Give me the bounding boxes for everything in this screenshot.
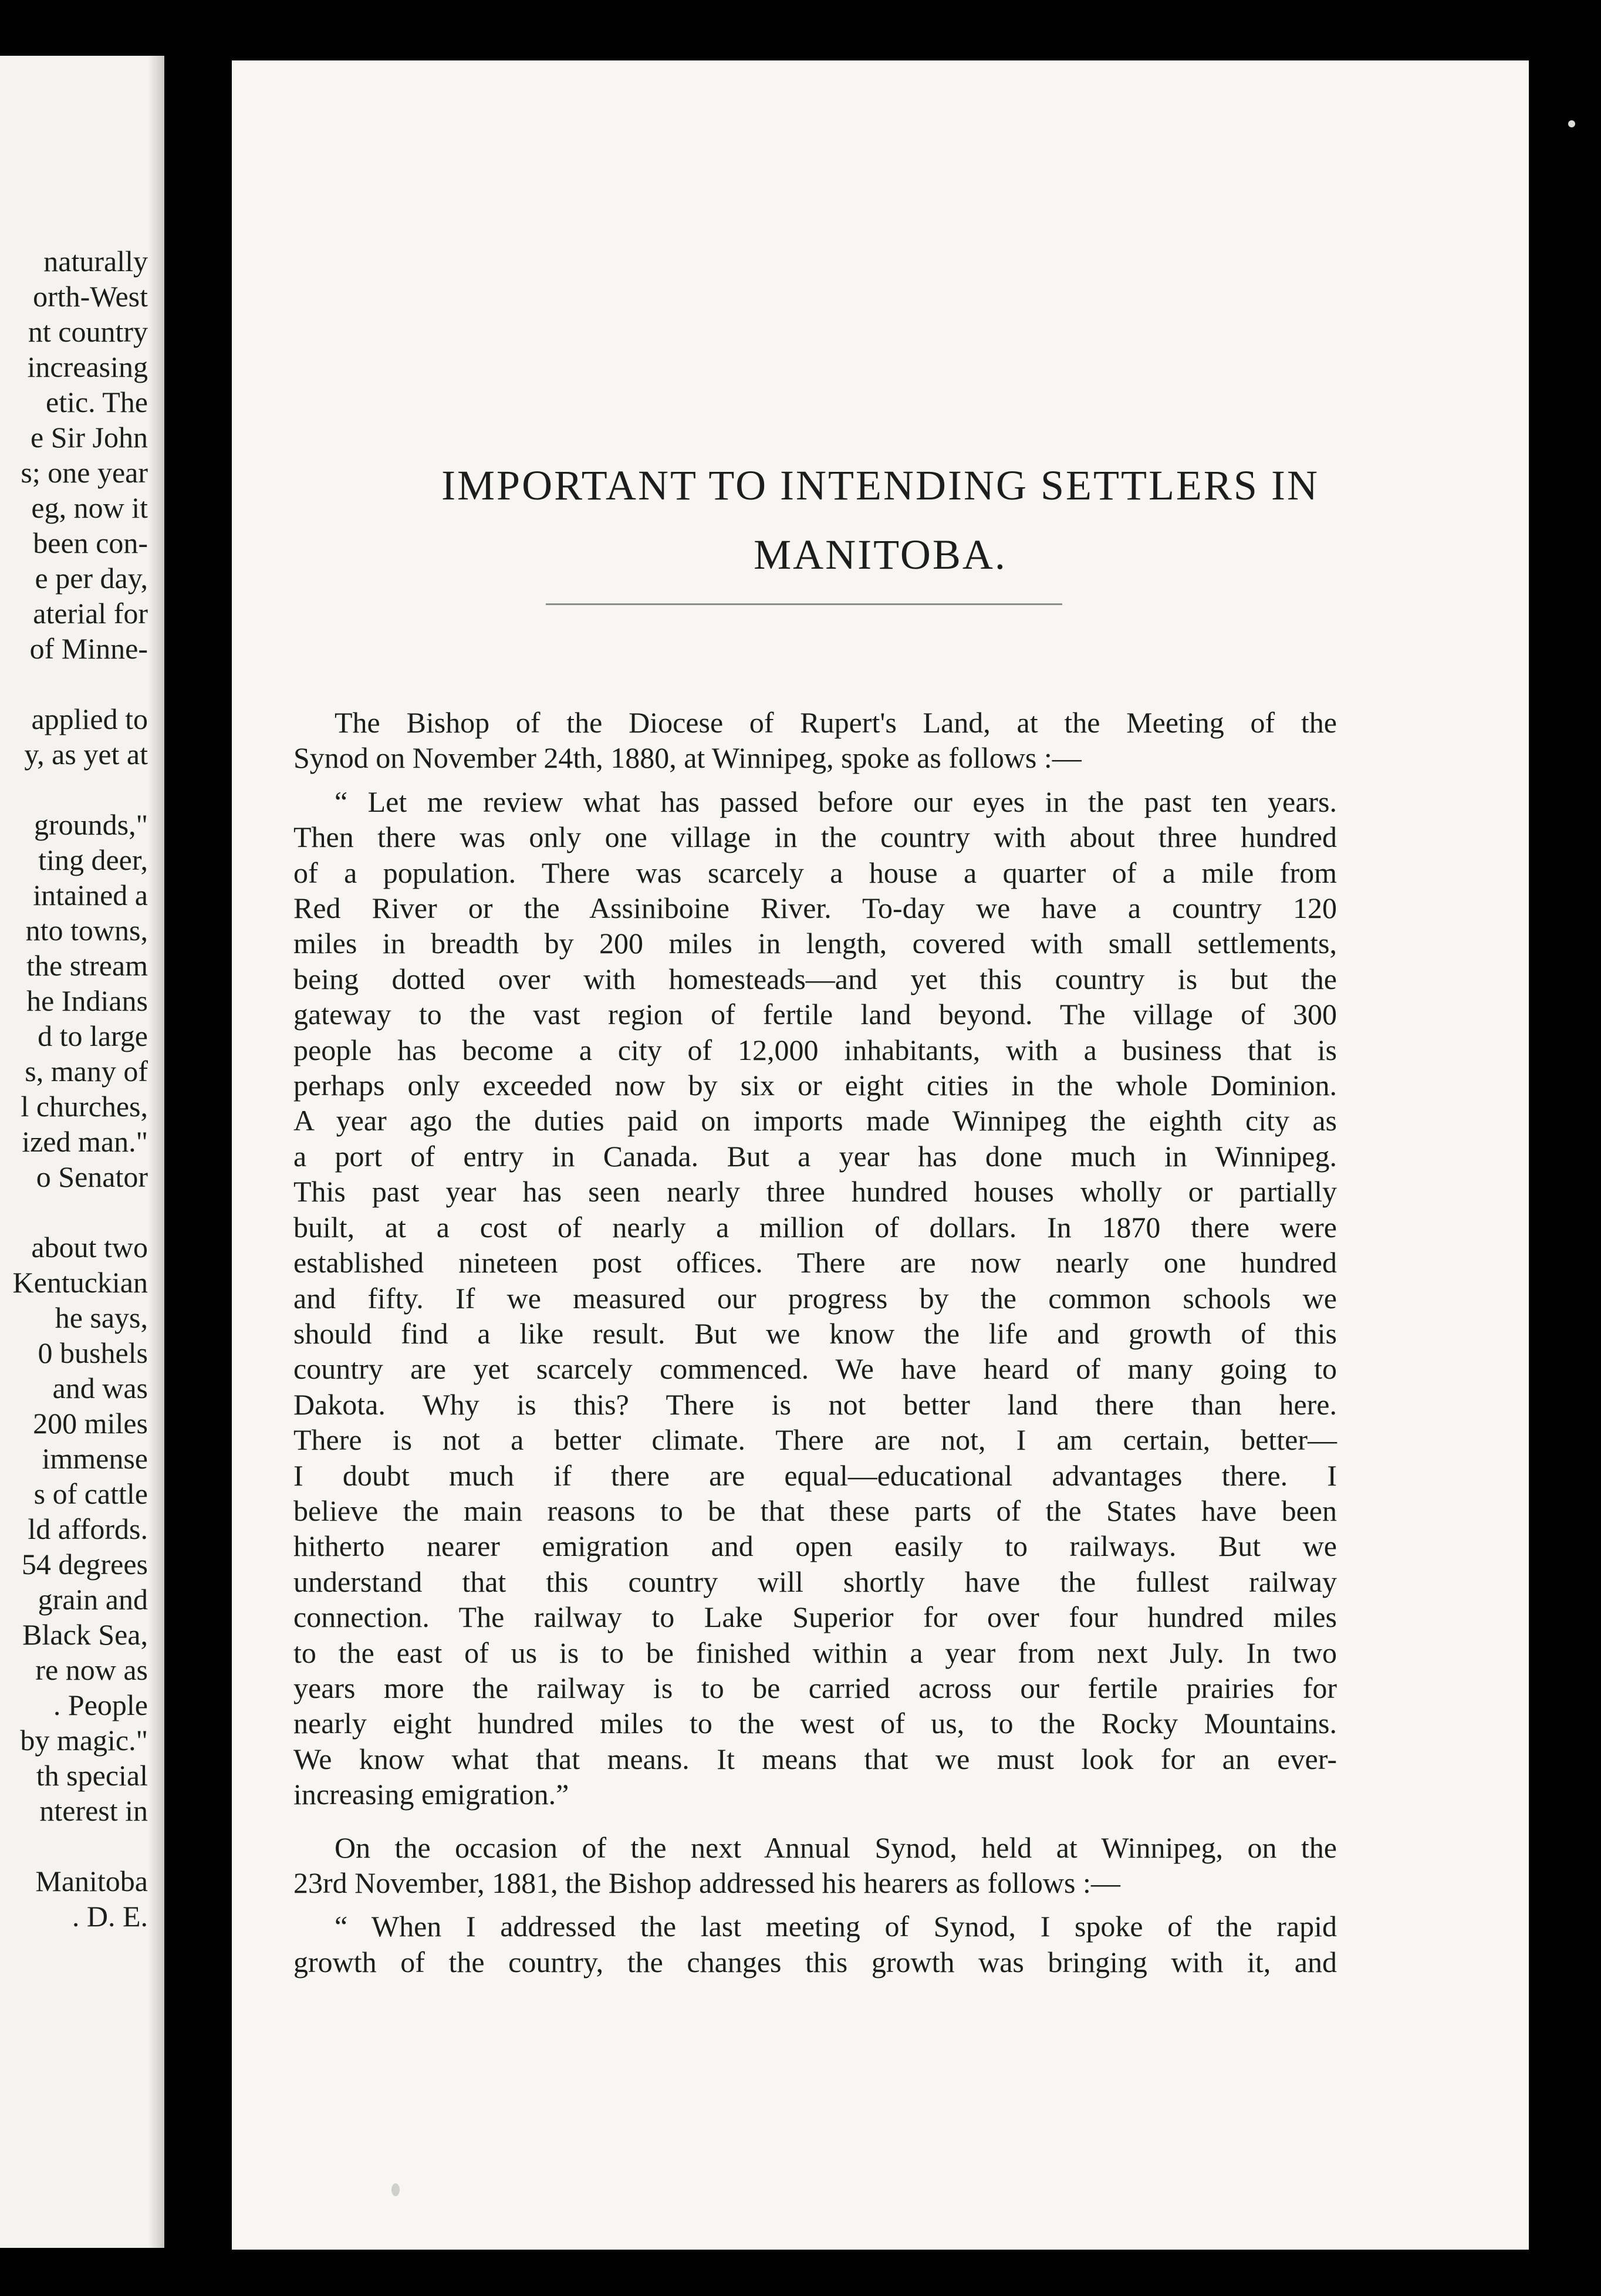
title-divider	[546, 603, 1062, 605]
scan-speck	[1568, 120, 1575, 127]
previous-page-line: o Senator	[36, 1160, 148, 1193]
document-page	[232, 60, 1529, 2250]
previous-page-line: by magic."	[20, 1724, 148, 1757]
previous-page-line: s, many of	[25, 1055, 148, 1088]
text-line: perhaps only exceeded now by six or eight cities in the whole Dominion.	[293, 1069, 1337, 1102]
synod-1881-paragraph	[293, 1830, 1337, 1901]
text-line: connection. The railway to Lake Superior for over four hundred miles	[293, 1601, 1337, 1634]
previous-page-line: intained a	[33, 879, 148, 911]
previous-page-line: re now as	[35, 1653, 148, 1686]
text-line: We know what that means. It means that we must look for an ever-	[293, 1742, 1337, 1775]
text-line: gateway to the vast region of fertile land beyond. The village of 300	[293, 998, 1337, 1031]
previous-page-line: he Indians	[26, 984, 148, 1017]
text-line: believe the main reasons to be that these parts of the States have been	[293, 1494, 1337, 1527]
text-line: On the occasion of the next Annual Synod, held at Winnipeg, on the	[335, 1831, 1337, 1864]
text-line: 23rd November, 1881, the Bishop addressed his hearers as follows :—	[293, 1866, 1120, 1899]
text-line: country are yet scarcely commenced. We have heard of many going to	[293, 1352, 1337, 1386]
text-line: hitherto nearer emigration and open easily to railways. But we	[293, 1529, 1337, 1563]
text-line: A year ago the duties paid on imports made Winnipeg the eighth city as	[293, 1104, 1337, 1137]
previous-page-line: the stream	[26, 949, 148, 982]
previous-page-line: s of cattle	[33, 1477, 148, 1510]
previous-page-line: aterial for	[33, 597, 148, 630]
previous-page-line: and was	[52, 1372, 148, 1404]
previous-page-line: been con-	[33, 526, 148, 559]
text-line: This past year has seen nearly three hundred houses wholly or partially	[293, 1175, 1337, 1208]
article-title	[232, 451, 1529, 589]
previous-page-line: y, as yet at	[24, 738, 148, 771]
previous-page-fragment	[0, 56, 164, 2248]
text-line: to the east of us is to be finished within a year from next July. In two	[293, 1636, 1337, 1669]
previous-page-line: . D. E.	[72, 1900, 148, 1933]
previous-page-line: grounds,"	[33, 808, 148, 841]
previous-page-line: 54 degrees	[21, 1548, 148, 1581]
previous-page-line: l churches,	[21, 1090, 148, 1123]
previous-page-line: s; one year	[21, 456, 148, 489]
bishop-quote-1881	[293, 1909, 1337, 1980]
previous-page-line: th special	[36, 1759, 148, 1792]
previous-page-line	[0, 666, 148, 701]
text-line: years more the railway is to be carried across our fertile prairies for	[293, 1671, 1337, 1704]
previous-page-line: ld affords.	[28, 1512, 148, 1545]
previous-page-line: e Sir John	[31, 421, 148, 454]
previous-page-line	[0, 772, 148, 807]
text-line: people has become a city of 12,000 inhabitants, with a business that is	[293, 1033, 1337, 1066]
page-fold-shadow	[148, 56, 164, 2248]
previous-page-line: Black Sea,	[22, 1618, 148, 1651]
previous-page-line: increasing	[27, 350, 148, 383]
previous-page-line: etic. The	[46, 386, 148, 418]
previous-page-line: Kentuckian	[12, 1266, 148, 1299]
text-line: a port of entry in Canada. But a year has done much in Winnipeg.	[293, 1139, 1337, 1173]
previous-page-line: ized man."	[22, 1125, 148, 1158]
title-line-2: MANITOBA.	[754, 531, 1007, 578]
previous-page-line: nto towns,	[25, 914, 148, 947]
scan-speck	[391, 2183, 400, 2196]
intro-paragraph	[293, 705, 1337, 776]
text-line: should find a like result. But we know the life and growth of this	[293, 1316, 1337, 1350]
text-line: miles in breadth by 200 miles in length, covered with small settlements,	[293, 927, 1337, 960]
text-line: being dotted over with homesteads—and yet this country is but the	[293, 962, 1337, 995]
text-line: Then there was only one village in the country with about three hundred	[293, 821, 1337, 854]
text-line: Red River or the Assiniboine River. To-day we have a country 120	[293, 892, 1337, 925]
previous-page-line: applied to	[31, 703, 148, 735]
previous-page-line: of Minne-	[29, 632, 148, 665]
previous-page-line: eg, now it	[31, 491, 148, 524]
previous-page-text	[0, 244, 148, 1934]
previous-page-line	[0, 1194, 148, 1230]
previous-page-line: naturally	[43, 245, 148, 278]
previous-page-line: d to large	[38, 1019, 148, 1052]
article-body	[293, 705, 1337, 1980]
previous-page-line: orth-West	[33, 280, 148, 313]
previous-page-line: nterest in	[39, 1794, 148, 1827]
text-line: growth of the country, the changes this growth was bringing with it, and	[293, 1945, 1337, 1978]
previous-page-line: e per day,	[35, 562, 148, 595]
text-line: built, at a cost of nearly a million of dollars. In 1870 there were	[293, 1210, 1337, 1244]
text-line: of a population. There was scarcely a house a quarter of a mile from	[293, 856, 1337, 889]
text-line: understand that this country will shortly have the fullest railway	[293, 1565, 1337, 1598]
title-line-1: IMPORTANT TO INTENDING SETTLERS IN	[441, 462, 1319, 509]
previous-page-line: nt country	[28, 315, 148, 348]
text-line: There is not a better climate. There are not, I am certain, better—	[293, 1423, 1337, 1457]
text-line: “ When I addressed the last meeting of Synod, I spoke of the rapid	[335, 1910, 1337, 1943]
previous-page-line: Manitoba	[35, 1865, 148, 1897]
previous-page-line: ting deer,	[38, 843, 148, 876]
previous-page-line: grain and	[38, 1583, 148, 1616]
text-line: Synod on November 24th, 1880, at Winnipeg, spoke as follows :—	[293, 741, 1082, 775]
previous-page-line: 200 miles	[33, 1407, 148, 1440]
text-line: nearly eight hundred miles to the west of us, to the Rocky Mountains.	[293, 1707, 1337, 1740]
previous-page-line: he says,	[55, 1301, 148, 1334]
bishop-quote-1880	[293, 784, 1337, 1812]
previous-page-line: immense	[42, 1442, 148, 1475]
text-line: The Bishop of the Diocese of Rupert's Land, at the Meeting of the	[335, 706, 1337, 739]
previous-page-line	[0, 1828, 148, 1863]
previous-page-line: . People	[53, 1689, 148, 1721]
text-line: increasing emigration.”	[293, 1778, 569, 1811]
previous-page-line: 0 bushels	[38, 1336, 148, 1369]
text-line: established nineteen post offices. There are now nearly one hundred	[293, 1246, 1337, 1279]
text-line: Dakota. Why is this? There is not better land there than here.	[293, 1387, 1337, 1421]
text-line: and fifty. If we measured our progress by the common schools we	[293, 1281, 1337, 1315]
previous-page-line: about two	[31, 1231, 148, 1264]
text-line: I doubt much if there are equal—educational advantages there. I	[293, 1458, 1337, 1492]
text-line: “ Let me review what has passed before our eyes in the past ten years.	[335, 785, 1337, 818]
